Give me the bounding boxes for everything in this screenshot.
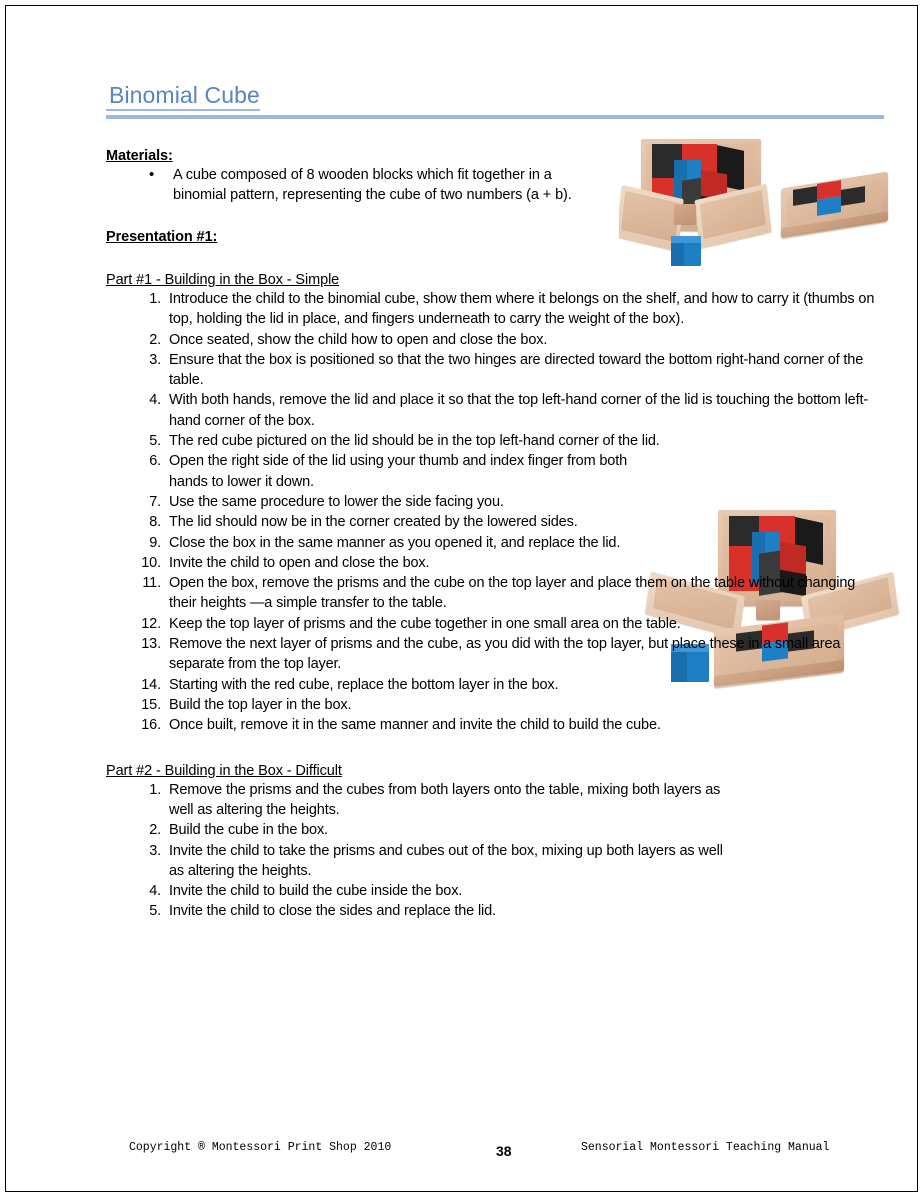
part2-steps <box>106 780 886 922</box>
list-item: Once built, remove it in the same manner and invite the child to build the cube. <box>169 717 661 734</box>
page-footer <box>6 1137 917 1167</box>
list-item: • A cube composed of 8 wooden blocks which fit together in a binomial pattern, representing the cube of two numbers (a + b). <box>173 165 573 206</box>
presentation-heading: Presentation #1: <box>106 228 218 245</box>
list-item: Keep the top layer of prisms and the cube together in one small area on the table. <box>169 615 681 632</box>
list-item: Invite the child to open and close the box. <box>169 554 430 571</box>
list-item: Open the box, remove the prisms and the cube on the top layer and place them on the table without changing their heights —a simple transfer to the table. <box>169 575 856 612</box>
part2-heading: Part #2 - Building in the Box - Difficult <box>106 762 342 779</box>
list-item: Remove the next layer of prisms and the cube, as you did with the top layer, but place these in a small area separate from the top layer. <box>169 636 841 673</box>
footer-copyright: Copyright ® Montessori Print Shop 2010 <box>129 1141 392 1154</box>
list-item: Starting with the red cube, replace the bottom layer in the box. <box>169 676 559 693</box>
title-rule <box>106 115 884 119</box>
list-item: With both hands, remove the lid and place it so that the top left-hand corner of the lid is touching the bottom left-hand corner of the box. <box>169 392 869 429</box>
document-page <box>5 5 918 1192</box>
title-area <box>106 84 886 119</box>
list-item: The lid should now be in the corner created by the lowered sides. <box>169 514 578 531</box>
list-item: Close the box in the same manner as you opened it, and replace the lid. <box>169 534 621 551</box>
list-item: Open the right side of the lid using your thumb and index finger from both hands to lower it down. <box>169 453 628 490</box>
list-item: Ensure that the box is positioned so that the two hinges are directed toward the bottom right-hand corner of the table. <box>169 351 864 389</box>
materials-heading: Materials: <box>106 148 173 164</box>
page-title: Binomial Cube <box>106 84 260 111</box>
document-content <box>106 84 886 922</box>
list-item: Invite the child to take the prisms and cubes out of the box, mixing up both layers as well as altering the heights. <box>169 842 723 879</box>
materials-section <box>106 147 886 206</box>
part2-section <box>106 762 886 922</box>
list-item: Introduce the child to the binomial cube, show them where it belongs on the shelf, and how to carry it (thumbs on top, holding the lid in place, and fingers underneath to carry the weight of the box). <box>169 290 875 328</box>
footer-manual-title: Sensorial Montessori Teaching Manual <box>581 1141 830 1154</box>
list-item: Build the top layer in the box. <box>169 696 352 713</box>
list-item: The red cube pictured on the lid should be in the top left-hand corner of the lid. <box>169 433 660 450</box>
list-item: Use the same procedure to lower the side facing you. <box>169 493 504 510</box>
footer-page-number: 38 <box>496 1143 512 1159</box>
list-item: Invite the child to build the cube inside the box. <box>169 883 463 900</box>
part1-steps <box>106 289 886 736</box>
materials-list <box>106 165 886 206</box>
part1-heading: Part #1 - Building in the Box - Simple <box>106 271 340 288</box>
part1-section <box>106 271 886 736</box>
list-item: Invite the child to close the sides and replace the lid. <box>169 903 496 920</box>
list-item: Build the cube in the box. <box>169 822 328 839</box>
list-item: Remove the prisms and the cubes from both layers onto the table, mixing both layers as well as altering the heights. <box>169 781 721 818</box>
presentation-section <box>106 228 886 246</box>
list-item: Once seated, show the child how to open and close the box. <box>169 331 548 348</box>
